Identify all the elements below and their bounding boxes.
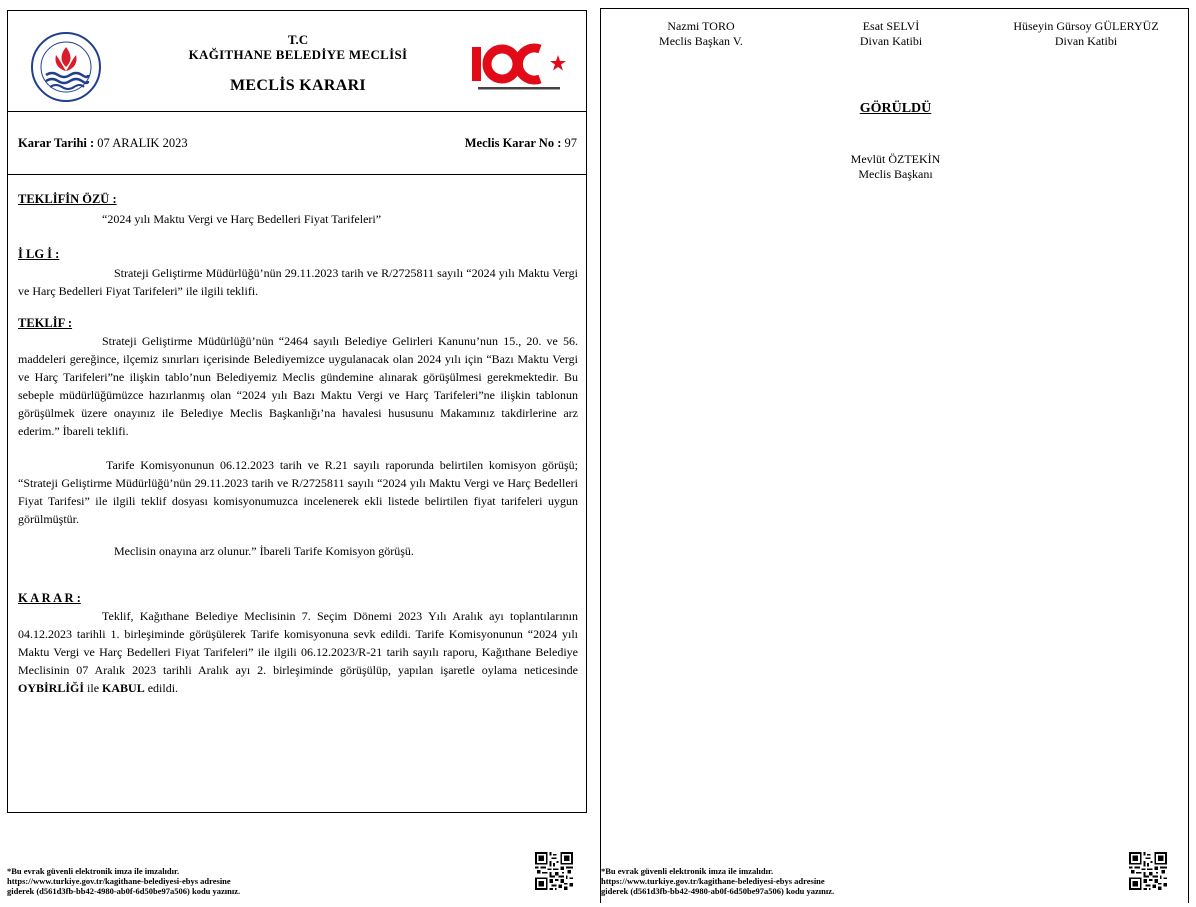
decision-date-value: 07 ARALIK 2023 (94, 136, 188, 150)
reference-text: Strateji Geliştirme Müdürlüğü’nün 29.11.2023 tarih ve R/2725811 sayılı “2024 yılı Maktu Vergi ve Harç Bedelleri Fiyat Tarifeleri” ile ilgili teklifi. (18, 266, 578, 298)
qr-code-icon[interactable] (1129, 852, 1167, 890)
decision-date (18, 136, 188, 151)
header-divider (8, 111, 586, 112)
page-title: MECLİS KARARI (230, 77, 366, 94)
proposal-title: TEKLİF : (18, 316, 73, 330)
decision-number (465, 136, 577, 151)
chair-signature: Mevlüt ÖZTEKİN Meclis Başkanı (850, 152, 941, 181)
meta-divider (8, 174, 586, 175)
verification-link[interactable]: https://www.turkiye.gov.tr/kagithane-belediyesi-ebys adresine (601, 876, 825, 886)
summary-text: “2024 yılı Maktu Vergi ve Harç Bedelleri Fiyat Tarifeleri” (102, 212, 382, 226)
decision-text: Teklif, Kağıthane Belediye Meclisinin 7. Seçim Dönemi 2023 Yılı Aralık ayı toplantılarının 04.12.2023 tarihli 1. birleşiminde görüşülerek Tarife komisyonuna sevk edildi. Tarife Komisyonunun “2024 yılı Maktu Vergi ve Harç Bedelleri Fiyat Tarifeleri” ile ilgili 06.12.2023/R-21 tarih sayılı raporu, Kağıthane Belediye Meclisinin 07 Aralık 2023 tarihli Aralık ayı 2. birleşiminde görüşülüp, yapılan işaretle oylama neticesinde OYBİRLİĞİ ile KABUL edildi. (18, 609, 578, 695)
signature-footer-note: *Bu evrak güvenli elektronik imza ile imzalıdır. https://www.turkiye.gov.tr/kagithane-belediyesi-ebys adresine giderek (d561d3fb-bb42-4980-ab0f-6d50be97a506) kodu yazınız. (7, 866, 241, 896)
decision-date-label: Karar Tarihi : (18, 136, 95, 150)
reference-title: İ LG İ : (18, 247, 60, 261)
decision-title: K A R A R : (18, 591, 81, 605)
verification-link[interactable]: https://www.turkiye.gov.tr/kagithane-belediyesi-ebys adresine (7, 876, 231, 886)
commission-text: Tarife Komisyonunun 06.12.2023 tarih ve R.21 sayılı raporunda belirtilen komisyon görüşü; “Strateji Geliştirme Müdürlüğü’nün 29.11.2023 tarih ve R/2725811 sayılı “2024 yılı Maktu Vergi ve Harç Bedelleri Fiyat Tarifesi” ile ilgili teklif dosyası komisyonumuzca incelenerek ekli listede belirtilen fiyat tarifeleri uygun görülmüştür. (18, 458, 578, 526)
accepted-label: KABUL (102, 681, 145, 695)
decision-number-label: Meclis Karar No : (464, 136, 562, 150)
turkiye-100-years-logo-icon (468, 35, 568, 95)
kagithane-municipality-logo-icon (30, 31, 102, 103)
qr-code-icon[interactable] (535, 852, 573, 890)
decision-page (7, 10, 587, 813)
proposal-text: Strateji Geliştirme Müdürlüğü’nün “2464 sayılı Belediye Gelirleri Kanunu’nun 15., 20. ve 56. maddeleri gereğince, ilçemiz sınırları içerisinde Belediyemizce uygulanacak olan 2024 yılı için “Bazı Maktu Vergi ve Harç Tarifeleri”ne ilişkin tablo’nun Belediyemiz Meclis gündemine alınarak görüşülmesi gerekmektedir. Bu sebeple müdürlüğümüzce hazırlanmış olan “2024 yılı Bazı Maktu Vergi ve Harç Tarifeleri”ne ilişkin tablonun görüşülmek üzere onayınız ile Belediye Meclis Başkanlığı’na havalesi hususunu Makamınız takdirlerine arz ederim.” İbareli teklifi. (18, 334, 578, 438)
signature-block: Hüseyin Gürsoy GÜLERYÜZ Divan Katibi (1013, 19, 1159, 48)
signature-page (600, 8, 1189, 903)
summary-title: TEKLİFİN ÖZÜ : (18, 192, 117, 206)
header-tc: T.C (287, 32, 309, 47)
approval-text: Meclisin onayına arz olunur.” İbareli Tarife Komisyon görüşü. (114, 544, 414, 558)
signature-block: Nazmi TORO Meclis Başkan V. (659, 19, 743, 48)
header-council: KAĞITHANE BELEDİYE MECLİSİ (188, 47, 408, 62)
unanimous-label: OYBİRLİĞİ (18, 681, 85, 695)
decision-number-value: 97 (561, 136, 577, 150)
signature-block: Esat SELVİ Divan Katibi (859, 19, 923, 48)
seen-stamp-title: GÖRÜLDÜ (859, 101, 932, 116)
signature-footer-note: *Bu evrak güvenli elektronik imza ile imzalıdır. https://www.turkiye.gov.tr/kagithane-belediyesi-ebys adresine giderek (d561d3fb-bb42-4980-ab0f-6d50be97a506) kodu yazınız. (601, 866, 835, 896)
